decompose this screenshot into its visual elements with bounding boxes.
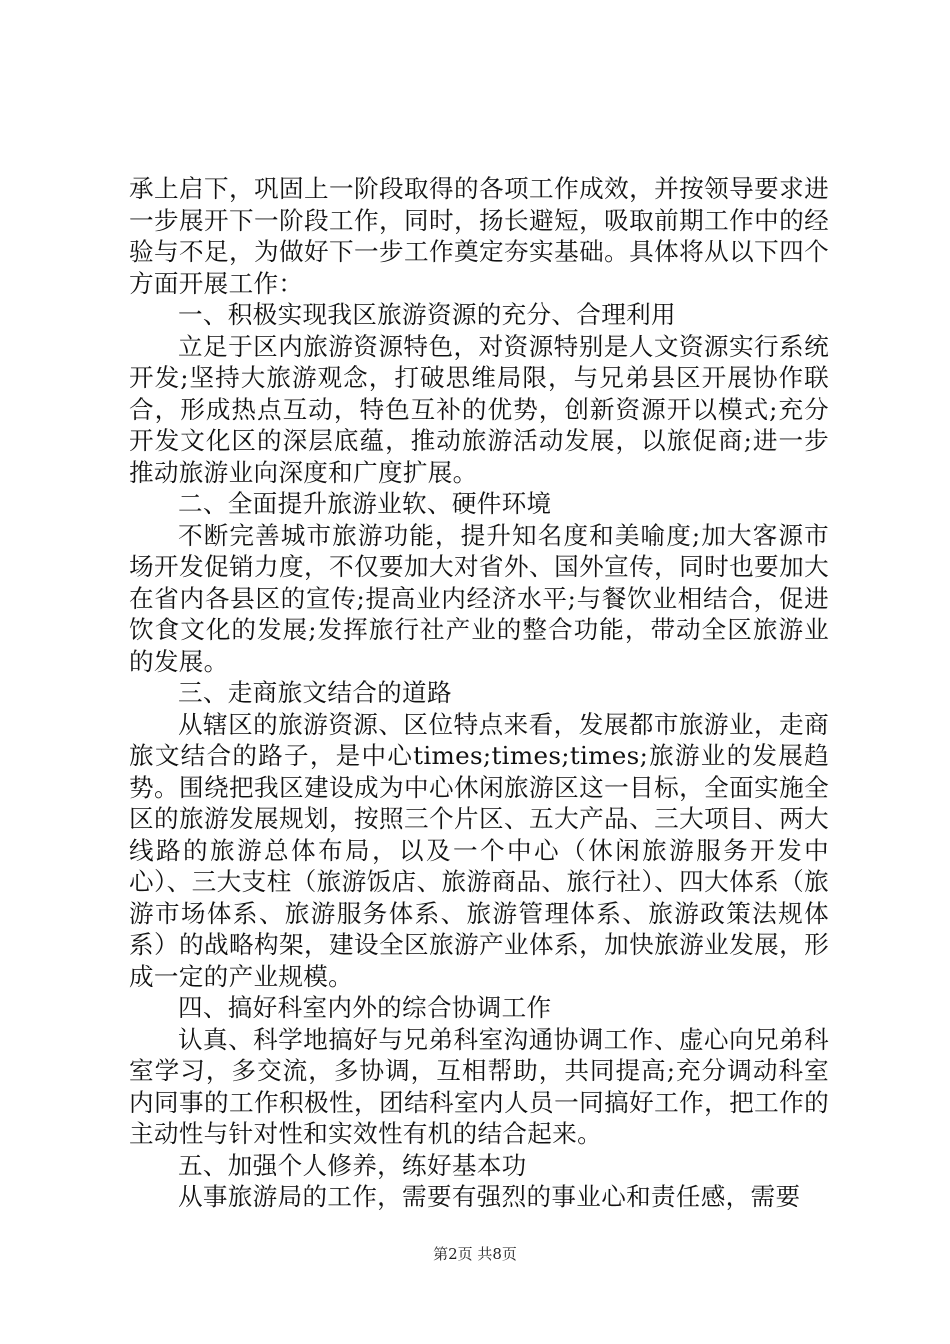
page-number-footer: 第2页 共8页 xyxy=(433,1245,517,1263)
paragraph-intro: 承上启下，巩固上一阶段取得的各项工作成效，并按领导要求进一步展开下一阶段工作，同时，扬长避短，吸取前期工作中的经验与不足，为做好下一步工作奠定夯实基础。具体将从以下四个方面开展工作： xyxy=(129,174,829,298)
heading-section-1: 一、积极实现我区旅游资源的充分、合理利用 xyxy=(178,300,676,329)
heading-section-5: 五、加强个人修养，练好基本功 xyxy=(178,1150,527,1180)
paragraph-section-5: 从事旅游局的工作，需要有强烈的事业心和责任感，需要 xyxy=(178,1182,801,1211)
paragraph-section-1: 立足于区内旅游资源特色，对资源特别是人文资源实行系统开发;坚持大旅游观念，打破思维局限，与兄弟县区开展协作联合，形成热点互动，特色互补的优势，创新资源开以模式;充分开发文化区的深层底蕴，推动旅游活动发展，以旅促商;进一步推动旅游业向深度和广度扩展。 xyxy=(129,331,829,487)
heading-section-2: 二、全面提升旅游业软、硬件环境 xyxy=(178,489,552,518)
heading-section-3: 三、走商旅文结合的道路 xyxy=(178,678,452,707)
paragraph-section-3: 从辖区的旅游资源、区位特点来看，发展都市旅游业，走商旅文结合的路子，是中心times;times;times;旅游业的发展趋势。围绕把我区建设成为中心休闲旅游区这一目标，全面实施全区的旅游发展规划，按照三个片区、五大产品、三大项目、两大线路的旅游总体布局，以及一个中心（休闲旅游服务开发中心）、三大支柱（旅游饭店、旅游商品、旅行社）、四大体系（旅游市场体系、旅游服务体系、旅游管理体系、旅游政策法规体系）的战略构架，建设全区旅游产业体系，加快旅游业发展，形成一定的产业规模。 xyxy=(129,709,829,991)
paragraph-section-4: 认真、科学地搞好与兄弟科室沟通协调工作、虚心向兄弟科室学习，多交流，多协调，互相帮助，共同提高;充分调动科室内同事的工作积极性，团结科室内人员一同搞好工作，把工作的主动性与针对性和实效性有机的结合起来。 xyxy=(129,1024,829,1148)
document-body xyxy=(129,173,829,1213)
paragraph-section-2: 不断完善城市旅游功能，提升知名度和美喻度;加大客源市场开发促销力度，不仅要加大对省外、国外宣传，同时也要加大在省内各县区的宣传;提高业内经济水平;与餐饮业相结合，促进饮食文化的发展;发挥旅行社产业的整合功能，带动全区旅游业的发展。 xyxy=(129,520,829,676)
heading-section-4: 四、搞好科室内外的综合协调工作 xyxy=(178,993,552,1022)
